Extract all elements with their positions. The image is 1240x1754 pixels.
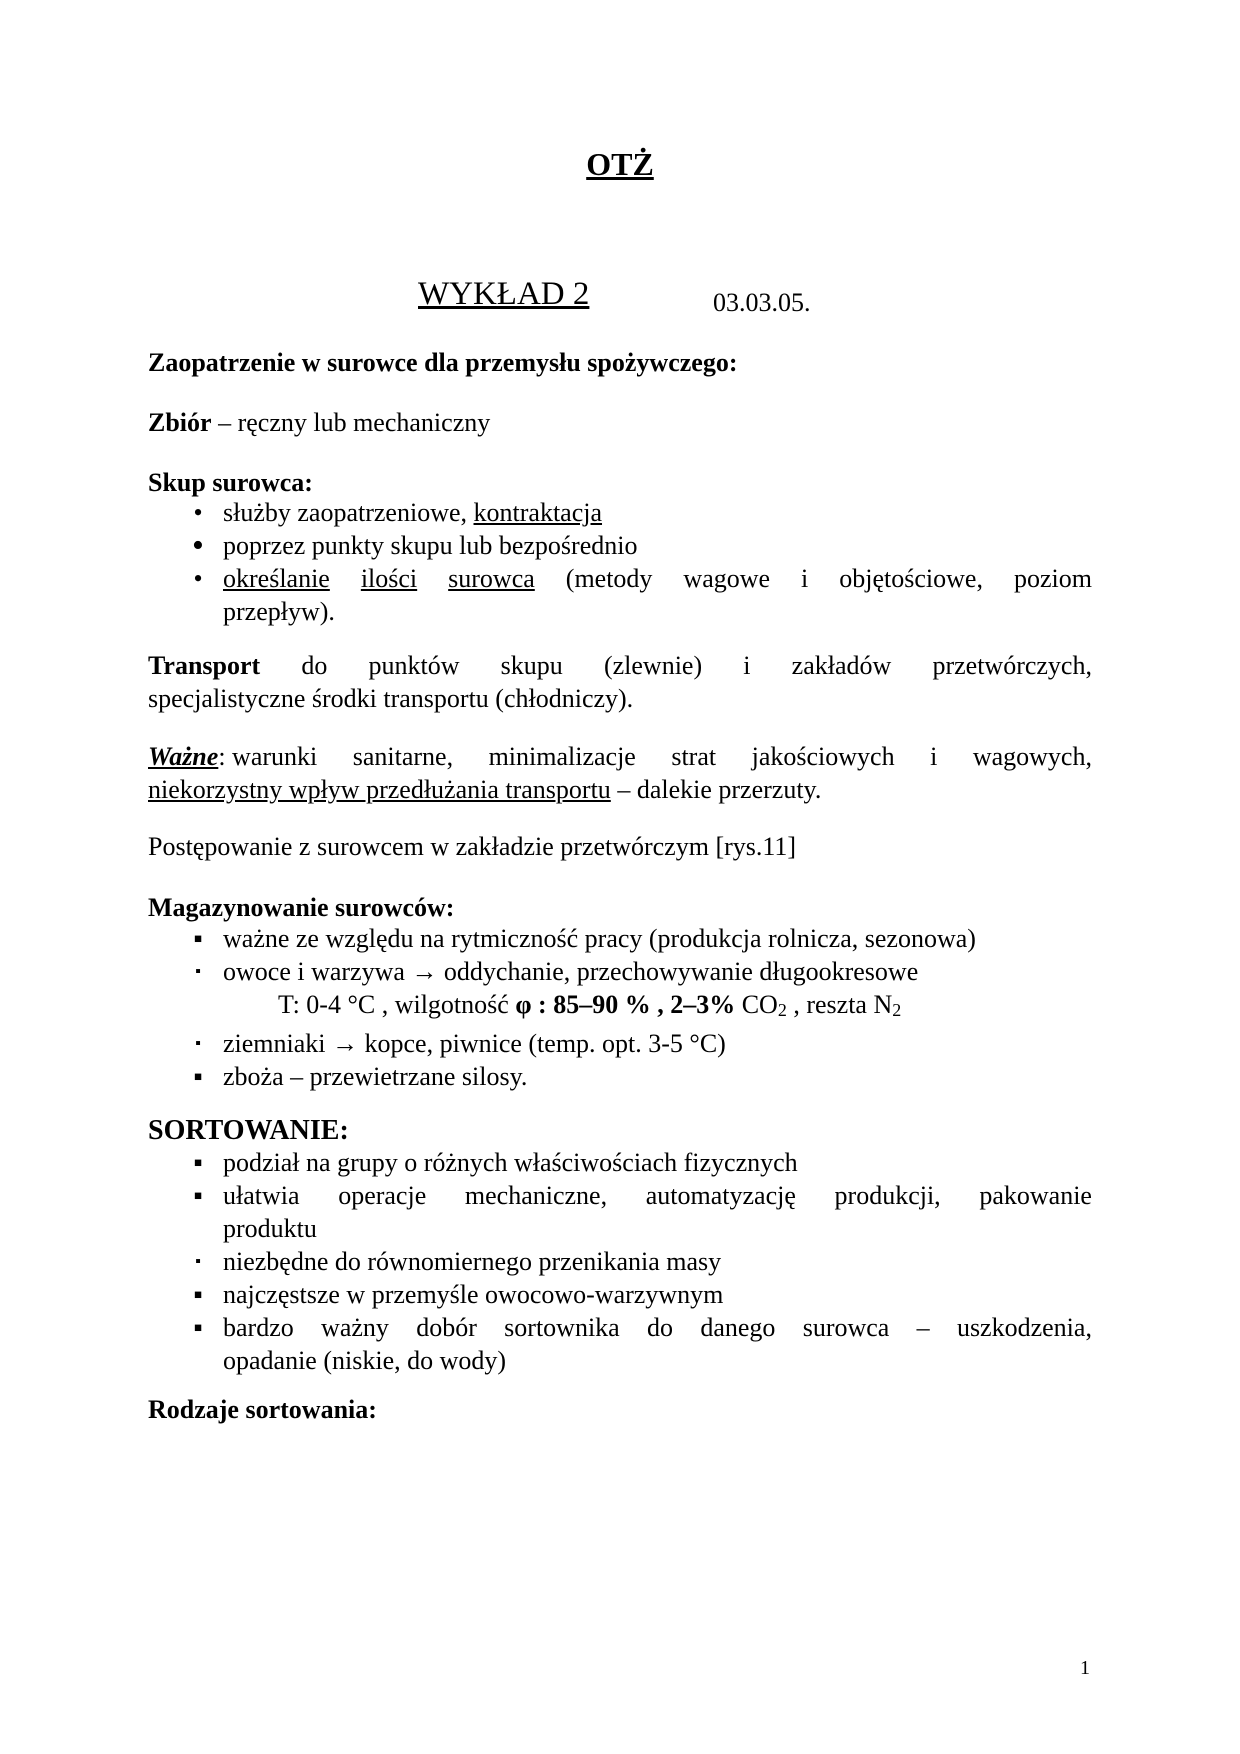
transport-paragraph: Transport do punktów skupu (zlewnie) i zakładów przetwórczych, specjalistyczne środki transportu (chłodniczy). bbox=[148, 651, 1092, 713]
list-item: • służby zaopatrzeniowe, kontraktacja bbox=[148, 496, 1092, 529]
bullet-square-icon: ▪ bbox=[193, 1148, 203, 1177]
harvest-term: Zbiór bbox=[148, 408, 212, 437]
bullet-square-icon: ▪ bbox=[193, 1313, 203, 1342]
important-paragraph: Ważne: warunki sanitarne, minimalizacje strat jakościowych i wagowych, niekorzystny wpływ przedłużania transportu – dalekie przerzuty. bbox=[148, 742, 1092, 804]
list-item: ▪ bardzo ważny dobór sortownika do danego surowca – uszkodzenia, opadanie (niskie, do wody) bbox=[148, 1311, 1092, 1377]
list-item: T: 0-4 °C , wilgotność φ : 85–90 % , 2–3% CO2 , reszta N2 bbox=[278, 990, 902, 1020]
justified-line: Ważne: warunki sanitarne, minimalizacje strat jakościowych i wagowych, bbox=[148, 742, 1092, 771]
page-number: 1 bbox=[1080, 1657, 1090, 1679]
sorting-types-heading: Rodzaje sortowania: bbox=[148, 1395, 377, 1424]
document-title: OTŻ bbox=[586, 146, 654, 182]
list-item: ▪ owoce i warzywa → oddychanie, przechowywanie długookresowe bbox=[148, 955, 1092, 988]
purchase-list bbox=[148, 496, 1092, 628]
list-item: • określanie ilości surowca (metody wagowe i objętościowe, poziom przepływ). bbox=[148, 562, 1092, 628]
processing-paragraph: Postępowanie z surowcem w zakładzie przetwórczym [rys.11] bbox=[148, 832, 797, 861]
list-item: ▪ ułatwia operacje mechaniczne, automatyzację produkcji, pakowanie produktu bbox=[148, 1179, 1092, 1245]
harvest-text: – ręczny lub mechaniczny bbox=[211, 408, 491, 437]
list-item: ▪ najczęstsze w przemyśle owocowo-warzywnym bbox=[148, 1278, 1092, 1311]
justified-line: bardzo ważny dobór sortownika do danego surowca – uszkodzenia, bbox=[223, 1313, 1092, 1342]
list-item: ▪ podział na grupy o różnych właściwościach fizycznych bbox=[148, 1146, 1092, 1179]
list-item: ▪ ziemniaki → kopce, piwnice (temp. opt. 3-5 °C) bbox=[148, 1027, 1092, 1060]
bullet-square-icon: ▪ bbox=[193, 924, 203, 953]
important-term: Ważne bbox=[148, 742, 219, 771]
justified-line: określanie ilości surowca (metody wagowe i objętościowe, poziom bbox=[223, 564, 1092, 593]
bullet-dot-icon: • bbox=[193, 498, 203, 527]
transport-term: Transport bbox=[148, 651, 261, 680]
justified-line: ułatwia operacje mechaniczne, automatyzację produkcji, pakowanie bbox=[223, 1181, 1092, 1210]
list-item: ▪ zboża – przewietrzane silosy. bbox=[148, 1060, 1092, 1093]
list-item: ▪ ważne ze względu na rytmiczność pracy (produkcja rolnicza, sezonowa) bbox=[148, 922, 1092, 955]
lecture-label: WYKŁAD 2 bbox=[418, 276, 590, 312]
bullet-square-icon: ▪ bbox=[193, 1280, 203, 1309]
justified-line: Transport do punktów skupu (zlewnie) i zakładów przetwórczych, bbox=[148, 651, 1092, 680]
list-item: ▪ niezbędne do równomiernego przenikania masy bbox=[148, 1245, 1092, 1278]
bullet-small-square-icon: ▪ bbox=[195, 963, 201, 980]
purchase-heading: Skup surowca: bbox=[148, 468, 313, 497]
bullet-small-square-icon: ▪ bbox=[195, 1035, 201, 1052]
contracting-term: kontraktacja bbox=[473, 498, 603, 527]
sorting-list bbox=[148, 1146, 1092, 1377]
supply-heading: Zaopatrzenie w surowce dla przemysłu spożywczego: bbox=[148, 348, 738, 377]
bullet-square-icon: ▪ bbox=[193, 1181, 203, 1210]
list-item: • poprzez punkty skupu lub bezpośrednio bbox=[148, 529, 1092, 562]
bullet-dot-icon: • bbox=[192, 527, 204, 564]
bullet-dot-icon: • bbox=[193, 564, 203, 593]
sorting-heading: SORTOWANIE: bbox=[148, 1115, 349, 1146]
bullet-small-square-icon: ▪ bbox=[195, 1253, 201, 1270]
storage-heading: Magazynowanie surowców: bbox=[148, 893, 455, 922]
storage-list bbox=[148, 922, 1092, 1093]
lecture-date: 03.03.05. bbox=[713, 288, 811, 317]
harvest-paragraph bbox=[148, 406, 1092, 439]
bullet-square-icon: ▪ bbox=[193, 1062, 203, 1091]
